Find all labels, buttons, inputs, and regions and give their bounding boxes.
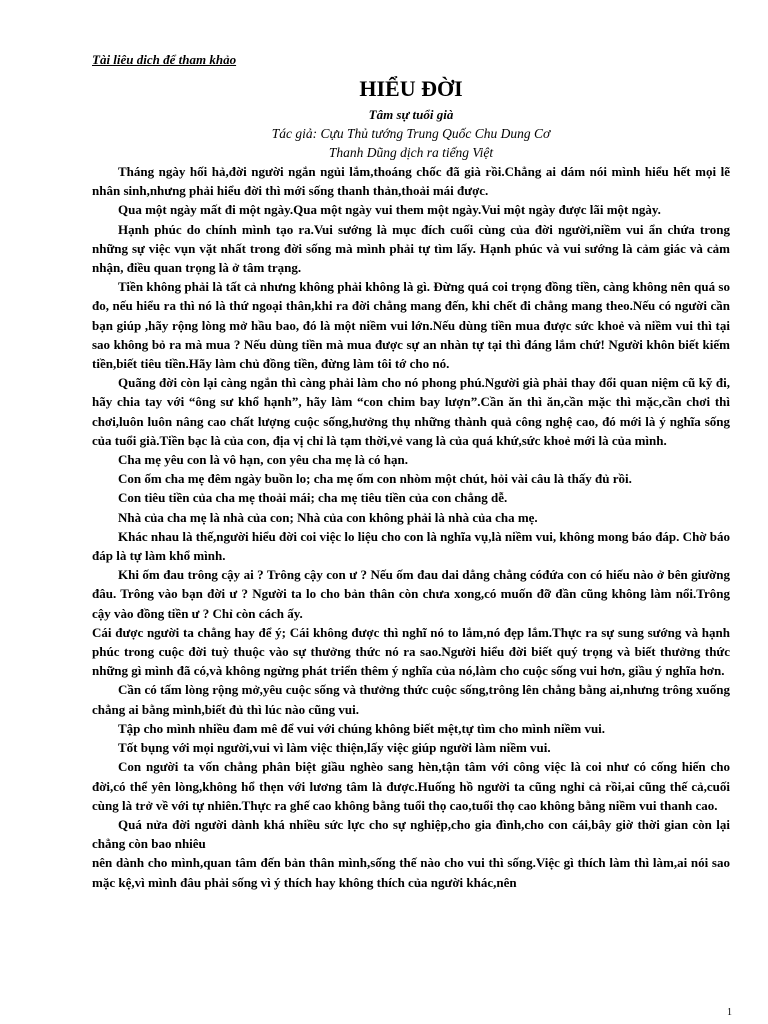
body-paragraph: Tập cho mình nhiều đam mê để vui với chúng không biết mệt,tự tìm cho mình niềm vui. — [118, 720, 606, 736]
page-number: 1 — [727, 1007, 732, 1018]
document-body — [92, 162, 730, 892]
document-title: HIỂU ĐỜI — [359, 76, 463, 101]
body-paragraph: Qua một ngày mất đi một ngày.Qua một ngày vui them một ngày.Vui một ngày được lãi một ngày. — [118, 202, 661, 218]
body-paragraph: Tốt bụng với mọi người,vui vì làm việc thiện,lấy việc giúp người làm niềm vui. — [118, 740, 551, 756]
body-paragraph: Nhà của cha mẹ là nhà của con; Nhà của con không phải là nhà của cha mẹ. — [118, 509, 538, 525]
body-paragraph: Tháng ngày hối hả,đời người ngắn ngủi lắm,thoáng chốc đã già rồi.Chẳng ai dám nói mình hiểu hết mọi lẽ nhân sinh,nhưng phải hiểu đời thì mới sống thanh thản,thoải mái được. — [92, 164, 730, 199]
author-line: Tác giả: Cựu Thủ tướng Trung Quốc Chu Dung Cơ — [271, 126, 551, 141]
body-paragraph: Hạnh phúc do chính mình tạo ra.Vui sướng là mục đích cuối cùng của đời người,niềm vui ẩn chứa trong những sự việc vụn vặt nhất trong đời sống mà mình phải tự tìm lấy. Hạnh phúc và vui sướng là cảm giác và cảm nhận, điều quan trọng là ở tâm trạng. — [92, 221, 730, 276]
body-paragraph: Khác nhau là thế,người hiểu đời coi việc lo liệu cho con là nghĩa vụ,là niềm vui, không mong báo đáp. Chờ báo đáp là tự làm khổ mình. — [92, 528, 730, 564]
body-paragraph: Cái được người ta chẳng hay để ý; Cái không được thì nghĩ nó to lắm,nó đẹp lắm.Thực ra sự sung sướng và hạnh phúc trong cuộc đời tuỳ thuộc vào sự thưởng thức nó ra sao.Người hiểu đời biết quý trọng và biết thưởng thức những gì mình đã có,và không ngừng phát triển thêm ý nghĩa của nó,làm cho cuộc sống vui hơn, giầu ý nghĩa hơn. — [92, 624, 730, 679]
body-paragraph: Con người ta vốn chẳng phân biệt giầu nghèo sang hèn,tận tâm với công việc là coi như có cống hiến cho đời,có thể yên lòng,không hổ thẹn với lương tâm là được.Huống hồ người ta cũng nghỉ cả rồi,ai cũng thế cả,cuối cùng là trở về với tự nhiên.Thực ra ghế cao không bằng tuổi thọ cao,tuổi thọ cao không bằng niềm vui thanh cao. — [92, 759, 730, 813]
body-paragraph: Quá nửa đời người dành khá nhiều sức lực cho sự nghiệp,cho gia đình,cho con cái,bây giờ thời gian còn lại chẳng còn bao nhiêu — [92, 816, 730, 852]
body-paragraph: Cha mẹ yêu con là vô hạn, con yêu cha mẹ là có hạn. — [118, 452, 408, 468]
body-paragraph: Con tiêu tiền của cha mẹ thoải mái; cha mẹ tiêu tiền của con chẳng dễ. — [118, 490, 508, 506]
document-subtitle: Tâm sự tuổi già — [368, 107, 454, 122]
body-paragraph: Quãng đời còn lại càng ngắn thì càng phải làm cho nó phong phú.Người già phải thay đổi quan niệm cũ kỹ đi, hãy chia tay với “ông sư khổ hạnh”, hãy làm “con chim bay lượn”.Cần ăn thì ăn,cần mặc thì mặc,cần chơi thì chơi,luôn luôn nâng cao chất lượng cuộc sống,hưởng thụ những thành quả công nghệ cao, đó mới là ý nghĩa sống của tuổi già.Tiền bạc là của con, địa vị chỉ là tạm thời,vẻ vang là của quá khứ,sức khoẻ mới là của mình. — [92, 375, 730, 448]
body-paragraph: nên dành cho mình,quan tâm đến bản thân mình,sống thế nào cho vui thì sống.Việc gì thích làm thì làm,ai nói sao mặc kệ,vì mình đâu phải sống vì ý thích hay không thích của người khác,nên — [92, 855, 730, 890]
body-paragraph: Khi ốm đau trông cậy ai ? Trông cậy con ư ? Nếu ốm đau dai dẳng chẳng cóđứa con có hiếu nào ở bên giường đâu. Trông vào bạn đời ư ? Người ta lo cho bản thân còn chưa xong,có muốn đỡ đần cũng không làm nổi.Trông cậy vào đồng tiền ư ? Chỉ còn cách ấy. — [92, 567, 730, 621]
body-paragraph: Cần có tấm lòng rộng mở,yêu cuộc sống và thưởng thức cuộc sống,trông lên chẳng bằng ai,nhưng trông xuống chẳng ai bằng mình,biết đủ thì lúc nào cũng vui. — [92, 682, 730, 717]
body-paragraph: Con ốm cha mẹ đêm ngày buồn lo; cha mẹ ốm con nhòm một chút, hỏi vài câu là thấy đủ rồi. — [118, 471, 632, 487]
translator-line: Thanh Dũng dịch ra tiếng Việt — [328, 145, 494, 160]
document-page — [92, 50, 730, 892]
body-paragraph: Tiền không phải là tất cả nhưng không phải không là gì. Đừng quá coi trọng đồng tiền, càng không nên quá so đo, nếu hiểu ra thì nó là thứ ngoại thân,khi ra đời chẳng mang đến, khi chết đi chẳng mang theo.Nếu có người cần bạn giúp ,hãy rộng lòng mở hầu bao, đó là một niềm vui lớn.Nếu dùng tiền mua được sức khoẻ và niềm vui thì tại sao không bỏ ra mà mua ? Nếu dùng tiền mà mua được sự an nhàn tự tại thì đáng lắm chứ! Người khôn biết kiếm tiền,biết tiêu tiền.Hãy làm chủ đồng tiền, đừng làm tôi tớ cho nó. — [92, 279, 730, 372]
reference-label: Tài liêu dich để tham khảo — [92, 52, 237, 67]
